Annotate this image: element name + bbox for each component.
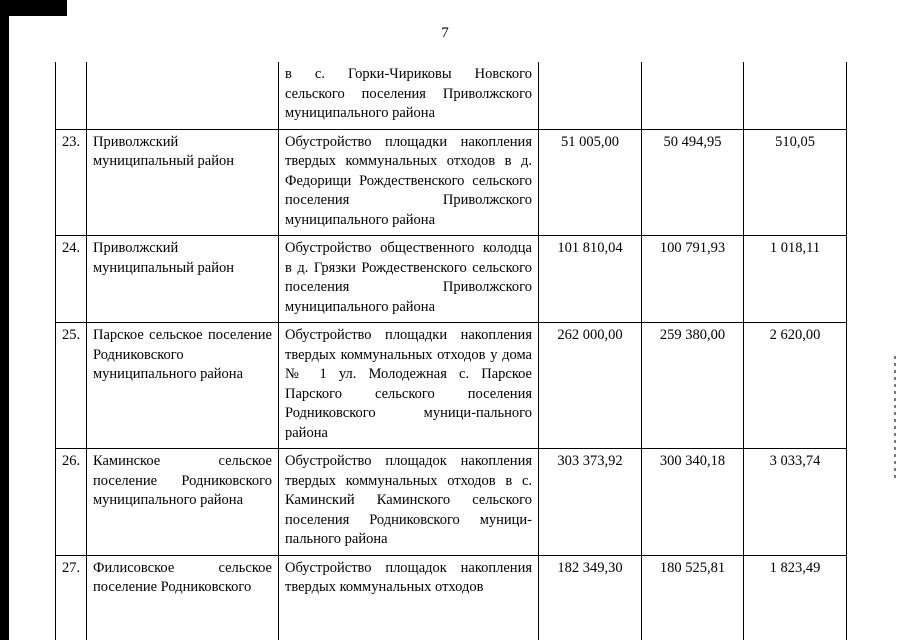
- municipality-cell: Приволжский муниципальный район: [87, 129, 279, 236]
- scan-artifact-dashed-line: [894, 356, 896, 480]
- amount-cell-2: 180 525,81: [642, 555, 744, 640]
- row-number-cell: 23.: [56, 129, 87, 236]
- municipality-cell: [87, 62, 279, 129]
- description-cell: в с. Горки-Чириковы Новского сельского поселения Приволжского муниципального района: [279, 62, 539, 129]
- amount-cell-3: 510,05: [744, 129, 847, 236]
- table-row-26: [56, 449, 847, 556]
- table-row-continuation: [56, 62, 847, 129]
- amount-cell-2: 259 380,00: [642, 323, 744, 449]
- municipality-cell: Парское сельское поселение Родниковского муниципального района: [87, 323, 279, 449]
- amount-cell-1: 101 810,04: [539, 236, 642, 323]
- amount-cell-1: 303 373,92: [539, 449, 642, 556]
- description-cell: Обустройство площадок накопления твердых коммунальных отходов: [279, 555, 539, 640]
- page-number: 7: [441, 25, 449, 41]
- amount-cell-3: 2 620,00: [744, 323, 847, 449]
- scan-artifact-left-bar: [0, 0, 9, 640]
- amount-cell-1: 51 005,00: [539, 129, 642, 236]
- table-row-27: [56, 555, 847, 640]
- amount-cell-1: 262 000,00: [539, 323, 642, 449]
- amount-cell-1: 182 349,30: [539, 555, 642, 640]
- table-row-25: [56, 323, 847, 449]
- amount-cell-3: 1 823,49: [744, 555, 847, 640]
- row-number-cell: 25.: [56, 323, 87, 449]
- table-row-24: [56, 236, 847, 323]
- amount-cell-1: [539, 62, 642, 129]
- row-number-cell: 26.: [56, 449, 87, 556]
- description-cell: Обустройство общественного колодца в д. Грязки Рождественского сельского поселения Приволжского муниципального района: [279, 236, 539, 323]
- municipality-cell: Каминское сельское поселение Родниковского муниципального района: [87, 449, 279, 556]
- scan-artifact-top-bar: [0, 0, 67, 16]
- municipality-cell: Филисовское сельское поселение Родниковского: [87, 555, 279, 640]
- subsidy-table: [55, 62, 847, 640]
- table-row-23: [56, 129, 847, 236]
- amount-cell-2: 100 791,93: [642, 236, 744, 323]
- row-number-cell: 27.: [56, 555, 87, 640]
- amount-cell-3: 1 018,11: [744, 236, 847, 323]
- description-cell: Обустройство площадок накопления твердых коммунальных отходов в с. Каминский Каминского сельского поселения Родниковского муници-пального района: [279, 449, 539, 556]
- description-cell: Обустройство площадки накопления твердых коммунальных отходов в д. Федорищи Рождественского сельского поселения Приволжского муниципального района: [279, 129, 539, 236]
- table-container: [55, 62, 846, 640]
- amount-cell-3: 3 033,74: [744, 449, 847, 556]
- amount-cell-3: [744, 62, 847, 129]
- row-number-cell: 24.: [56, 236, 87, 323]
- amount-cell-2: 50 494,95: [642, 129, 744, 236]
- municipality-cell: Приволжский муниципальный район: [87, 236, 279, 323]
- row-number-cell: [56, 62, 87, 129]
- amount-cell-2: [642, 62, 744, 129]
- description-cell: Обустройство площадки накопления твердых коммунальных отходов у дома № 1 ул. Молодежная с. Парское Парского сельского поселения Родниковского муници-пального района: [279, 323, 539, 449]
- amount-cell-2: 300 340,18: [642, 449, 744, 556]
